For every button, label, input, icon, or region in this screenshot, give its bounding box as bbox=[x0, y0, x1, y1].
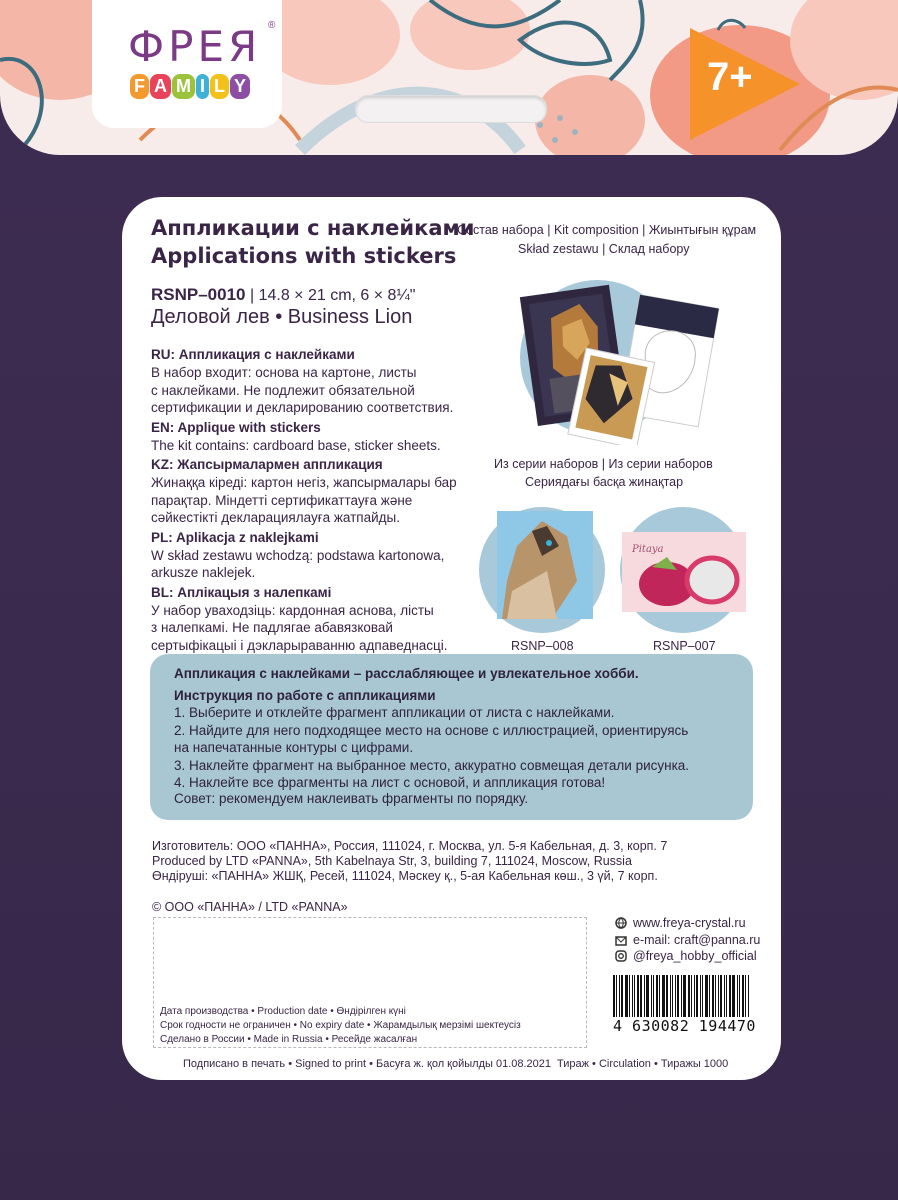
made-in-label: Сделано в России • Made in Russia • Ресейде жасалған bbox=[160, 1034, 418, 1045]
copyright: © ООО «ПАННА» / LTD «PANNA» bbox=[152, 900, 348, 914]
instructions-tagline: Аппликация с наклейками – расслабляющее и увлекательное хобби. bbox=[174, 666, 639, 681]
pitaya-label: Pitaya bbox=[632, 544, 664, 555]
description-heading: RU: Аппликация с наклейками bbox=[151, 347, 355, 362]
family-letter: L bbox=[210, 74, 229, 99]
brand-logo: ФРЕЯ bbox=[128, 22, 262, 71]
description-line: сәйкестікті декларациялауға жатпайды. bbox=[151, 510, 400, 525]
barcode-number: 4 630082 194470 bbox=[613, 1017, 756, 1035]
description-line: W skład zestawu wchodzą: podstawa kartonowa, bbox=[151, 547, 445, 563]
title-en: Applications with stickers bbox=[151, 244, 457, 268]
family-letter: F bbox=[130, 74, 149, 99]
family-logo bbox=[130, 74, 250, 99]
code-separator: | bbox=[249, 287, 255, 304]
description-line: У набор уваходзіць: кардонная аснова, лісты bbox=[151, 602, 434, 618]
manufacturer-ru: Изготовитель: ООО «ПАННА», Россия, 111024, г. Москва, ул. 5-я Кабельная, д. 3, корп. 7 bbox=[152, 839, 668, 853]
description-line: сертификации и декларированию соответствия. bbox=[151, 400, 454, 415]
expiry-label: Срок годности не ограничен • No expiry date • Жарамдылық мерзімі шектеусіз bbox=[160, 1020, 521, 1031]
series-item-code-2: RSNP–007 bbox=[653, 639, 716, 653]
age-badge: 7+ bbox=[707, 55, 753, 99]
description-line: arkusze naklejek. bbox=[151, 565, 256, 580]
instruction-step: 1. Выберите и отклейте фрагмент аппликации от листа с наклейками. bbox=[174, 705, 615, 720]
product-code-line bbox=[151, 285, 415, 305]
hang-hole bbox=[355, 95, 547, 123]
series-item-cat-image bbox=[497, 511, 593, 619]
description-heading: PL: Aplikacja z naklejkami bbox=[151, 529, 319, 545]
contact-email: e-mail: craft@panna.ru bbox=[633, 933, 761, 947]
series-line1: Из серии наборов | Из серии наборов bbox=[494, 457, 713, 471]
description-line: Жинаққа кіреді: картон негіз, жапсырмалары бар bbox=[151, 475, 457, 490]
family-letter: I bbox=[196, 74, 209, 99]
registered-mark: ® bbox=[268, 20, 276, 31]
description-line: с наклейками. Не подлежит обязательной bbox=[151, 382, 415, 398]
instagram-icon bbox=[615, 950, 627, 962]
title-ru: Аппликации с наклейками bbox=[151, 216, 475, 240]
family-letter: M bbox=[172, 74, 195, 99]
kit-composition-line2: Skład zestawu | Склад набору bbox=[518, 242, 690, 256]
instruction-step: на напечатанные контуры с цифрами. bbox=[174, 740, 414, 755]
mail-icon bbox=[615, 934, 627, 946]
series-line2: Сериядағы басқа жинақтар bbox=[525, 475, 684, 489]
instructions-heading: Инструкция по работе с аппликациями bbox=[174, 688, 436, 703]
globe-icon bbox=[615, 917, 627, 929]
description-line: В набор входит: основа на картоне, листы bbox=[151, 365, 417, 380]
description-heading: EN: Applique with stickers bbox=[151, 419, 321, 435]
family-letter: Y bbox=[230, 74, 250, 99]
manufacturer-en: Produced by LTD «PANNA», 5th Kabelnaya Str, 3, building 7, 111024, Moscow, Russia bbox=[152, 854, 632, 868]
series-item-pitaya-image bbox=[622, 532, 746, 612]
production-date-label: Дата производства • Production date • Өндірілген күні bbox=[160, 1006, 406, 1017]
kit-composition-line1: Состав набора | Kit composition | Жиынтығын құрам bbox=[457, 223, 757, 237]
contact-web: www.freya-crystal.ru bbox=[633, 916, 746, 930]
description-heading: BL: Аплікацыя з налепкамі bbox=[151, 584, 332, 600]
description-line: парақтар. Міндетті сертификаттауға және bbox=[151, 492, 413, 508]
instruction-step: 2. Найдите для него подходящее место на основе с иллюстрацией, ориентируясь bbox=[174, 722, 689, 738]
barcode bbox=[613, 975, 751, 1017]
signed-to-print: Подписано в печать • Signed to print • Басуға ж. қол қойылды 01.08.2021 bbox=[183, 1058, 552, 1070]
instructions-tip: Совет: рекомендуем наклеивать фрагменты по порядку. bbox=[174, 791, 529, 806]
kit-contents-image bbox=[515, 275, 720, 445]
product-name: Деловой лев • Business Lion bbox=[151, 306, 413, 328]
instructions-box bbox=[150, 654, 753, 820]
manufacturer-kz: Өндіруші: «ПАННА» ЖШҚ, Ресей, 111024, Мәскеу қ., 5-ая Кабельная көш., 3 үй, 7 корп. bbox=[152, 869, 658, 883]
instruction-step: 4. Наклейте все фрагменты на лист с основой, и аппликация готова! bbox=[174, 775, 606, 790]
description-line: The kit contains: cardboard base, sticker sheets. bbox=[151, 437, 441, 453]
description-line: з налепкамі. Не падлягае абавязковай bbox=[151, 620, 393, 635]
instruction-step: 3. Наклейте фрагмент на выбранное место, аккуратно совмещая детали рисунка. bbox=[174, 757, 690, 773]
circulation: Тираж • Circulation • Тиражы 1000 bbox=[557, 1058, 729, 1070]
description-line: сертыфікацыі і дэкларыраванню адпаведнасці. bbox=[151, 637, 448, 653]
description-heading: KZ: Жапсырмалармен аппликация bbox=[151, 457, 383, 472]
family-letter: A bbox=[150, 74, 171, 99]
contact-instagram: @freya_hobby_official bbox=[633, 949, 757, 963]
series-item-code-1: RSNP–008 bbox=[511, 639, 574, 653]
product-code: RSNP–0010 bbox=[151, 285, 246, 304]
product-size: 14.8 × 21 cm, 6 × 8¼" bbox=[258, 287, 416, 304]
